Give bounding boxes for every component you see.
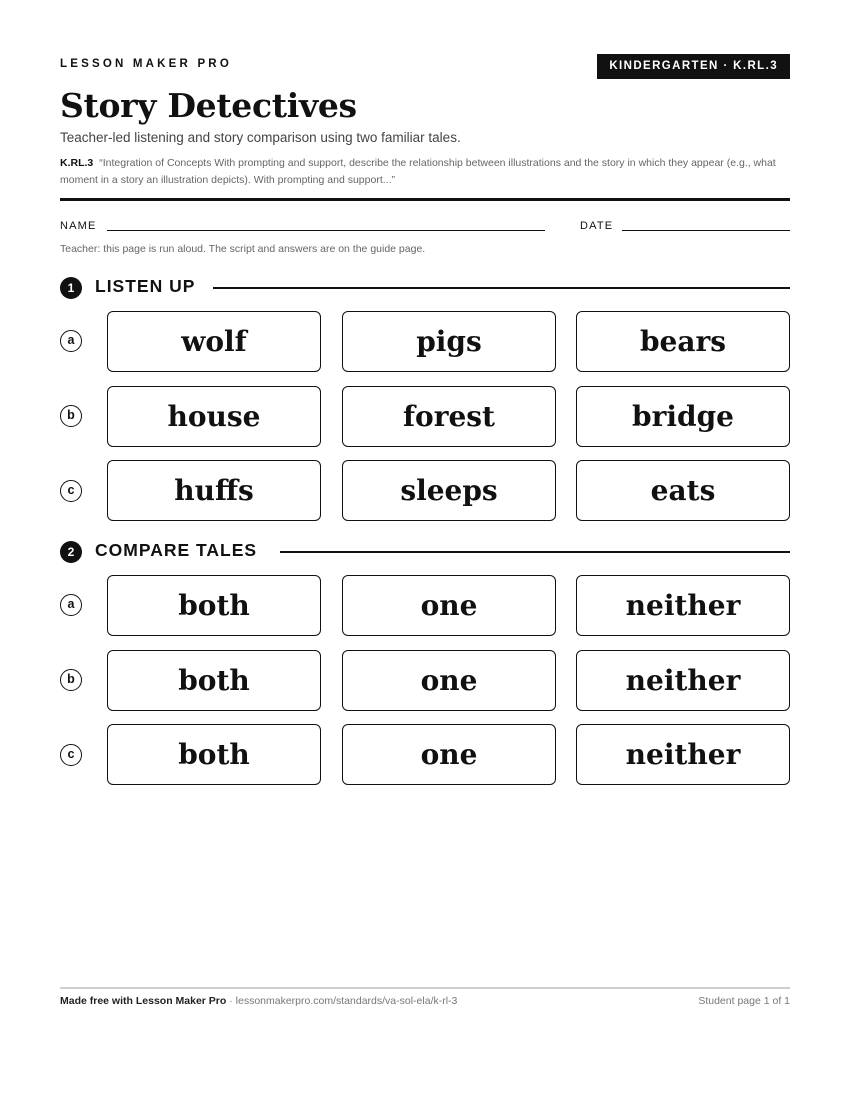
choice-card[interactable]: wolf: [107, 311, 321, 372]
name-label: NAME: [60, 220, 97, 232]
choice-card[interactable]: bridge: [576, 386, 790, 447]
section-rule: [213, 287, 790, 289]
row-letter: b: [60, 669, 82, 691]
choice-card[interactable]: both: [107, 650, 321, 711]
choice-card[interactable]: neither: [576, 575, 790, 636]
choice-card[interactable]: neither: [576, 650, 790, 711]
choice-card[interactable]: one: [342, 724, 556, 785]
footer-page-info: Student page 1 of 1: [698, 995, 790, 1007]
section-number: 2: [60, 541, 82, 563]
standard-text: “Integration of Concepts With prompting and support, describe the relationship between illustrations and the story in which they appear (e.g., what moment in a story an illustration depicts). With prompting and support...”: [60, 157, 776, 186]
footer-credit: [60, 995, 457, 1007]
header-divider: [60, 198, 790, 201]
section-number: 1: [60, 277, 82, 299]
footer-made-with: Made free with Lesson Maker Pro: [60, 995, 227, 1007]
choice-card[interactable]: house: [107, 386, 321, 447]
choice-card[interactable]: both: [107, 724, 321, 785]
name-field[interactable]: [107, 230, 545, 231]
choice-card[interactable]: both: [107, 575, 321, 636]
row-letter: c: [60, 744, 82, 766]
choice-card[interactable]: sleeps: [342, 460, 556, 521]
grade-standard-badge: KINDERGARTEN · K.RL.3: [597, 54, 790, 79]
choice-card[interactable]: one: [342, 650, 556, 711]
worksheet-subtitle: Teacher-led listening and story comparison using two familiar tales.: [60, 130, 461, 145]
row-letter: a: [60, 594, 82, 616]
section-title: COMPARE TALES: [95, 540, 258, 560]
date-label: DATE: [580, 220, 614, 232]
choice-card[interactable]: neither: [576, 724, 790, 785]
choice-card[interactable]: pigs: [342, 311, 556, 372]
standard-description: [60, 155, 790, 189]
brand-name: LESSON MAKER PRO: [60, 58, 232, 70]
choice-card[interactable]: one: [342, 575, 556, 636]
row-letter: c: [60, 480, 82, 502]
choice-card[interactable]: huffs: [107, 460, 321, 521]
choice-card[interactable]: forest: [342, 386, 556, 447]
footer-url[interactable]: · lessonmakerpro.com/standards/va-sol-ela/k-rl-3: [229, 995, 458, 1007]
standard-code: K.RL.3: [60, 157, 94, 169]
worksheet-title: Story Detectives: [60, 86, 357, 125]
section-title: LISTEN UP: [95, 276, 196, 296]
choice-card[interactable]: bears: [576, 311, 790, 372]
row-letter: b: [60, 405, 82, 427]
section-rule: [280, 551, 790, 553]
row-letter: a: [60, 330, 82, 352]
choice-card[interactable]: eats: [576, 460, 790, 521]
teacher-note: Teacher: this page is run aloud. The script and answers are on the guide page.: [60, 243, 426, 255]
worksheet-page: [60, 0, 790, 1100]
footer-divider: [60, 987, 790, 989]
date-field[interactable]: [622, 230, 790, 231]
